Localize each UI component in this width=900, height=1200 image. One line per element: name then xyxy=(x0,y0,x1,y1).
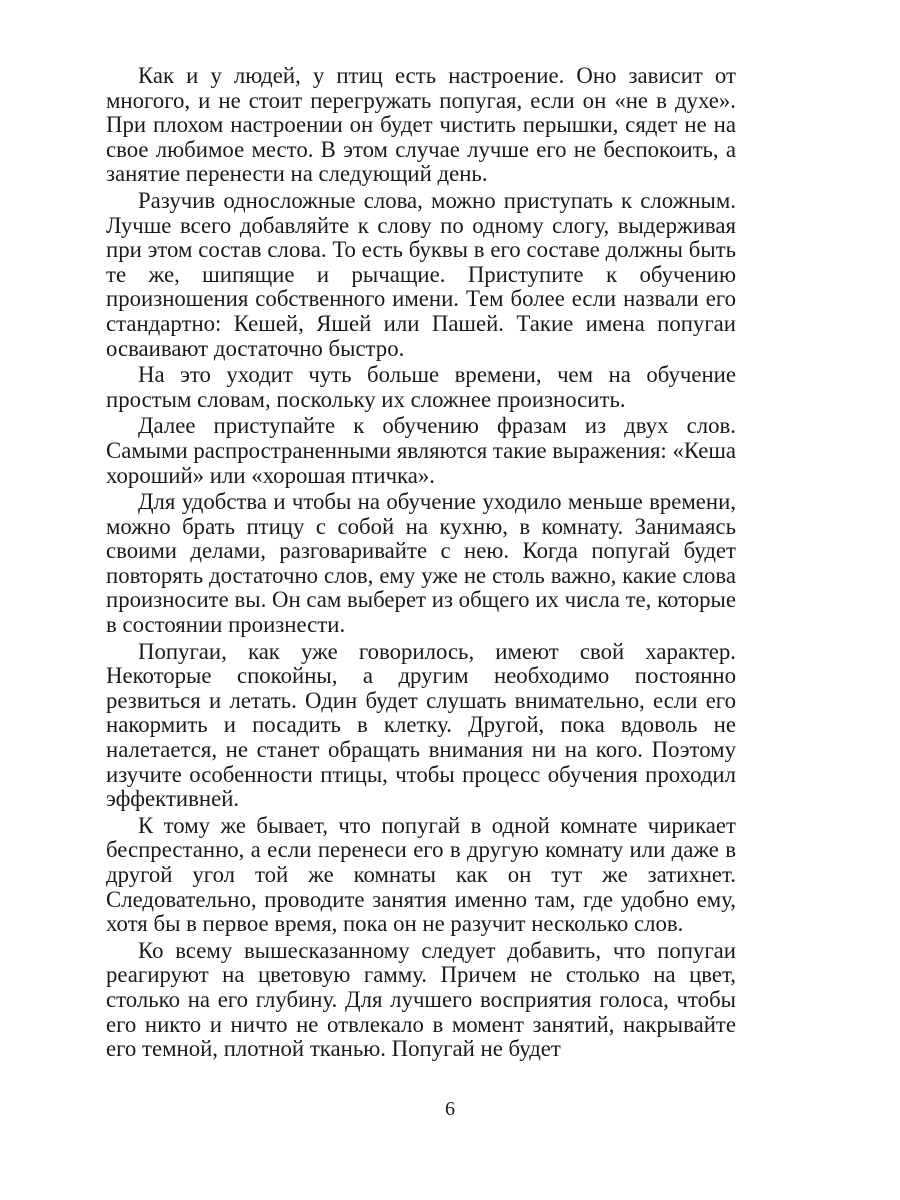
paragraph: На это уходит чуть больше времени, чем на обучение простым словам, поскольку их сложнее произносить. xyxy=(106,362,736,412)
paragraph: Как и у людей, у птиц есть настроение. Оно зависит от многого, и не стоит перегружать попугая, если он «не в духе». При плохом настроении он будет чистить перышки, сядет не на свое любимое место. В этом случае лучше его не беспокоить, а занятие перенести на следующий день. xyxy=(106,63,736,187)
paragraph: К тому же бывает, что попугай в одной комнате чирикает беспрестанно, а если перенеси его в другую комнату или даже в другой угол той же комнаты как он тут же затихнет. Следовательно, проводите занятия именно там, где удобно ему, хотя бы в первое время, пока он не разучит несколько слов. xyxy=(106,812,736,937)
paragraph: Ко всему вышесказанному следует добавить, что попугаи реагируют на цветовую гамму. Причем не столько на цвет, столько на его глубину. Для лучшего восприятия голоса, чтобы его никто и ничто не отвлекало в момент занятий, накрывайте его темной, плотной тканью. Попугай не будет xyxy=(106,937,736,1062)
paragraph: Разучив односложные слова, можно приступать к сложным. Лучше всего добавляйте к слову по одному слогу, выдерживая при этом состав слова. То есть буквы в его составе должны быть те же, шипящие и рычащие. Приступите к обучению произношения собственного имени. Тем более если назвали его стандартно: Кешей, Яшей или Пашей. Такие имена попугаи осваивают достаточно быстро. xyxy=(106,187,736,361)
paragraph: Для удобства и чтобы на обучение уходило меньше времени, можно брать птицу с собой на кухню, в комнату. Занимаясь своими делами, разговаривайте с нею. Когда попугай будет повторять достаточно слов, ему уже не столь важно, какие слова произносите вы. Он сам выберет из общего их числа те, которые в состоянии произнести. xyxy=(106,489,736,638)
paragraph: Попугаи, как уже говорилось, имеют свой характер. Некоторые спокойны, а другим необходимо постоянно резвиться и летать. Один будет слушать внимательно, если его накормить и посадить в клетку. Другой, пока вдоволь не налетается, не станет обращать внимания ни на кого. Поэтому изучите особенности птицы, чтобы процесс обучения проходил эффективней. xyxy=(106,638,736,812)
paragraph: Далее приступайте к обучению фразам из двух слов. Самыми распространенными являются такие выражения: «Кеша хороший» или «хорошая птичка». xyxy=(106,413,736,488)
body-text xyxy=(106,64,736,1064)
page-number: 6 xyxy=(445,1098,455,1120)
